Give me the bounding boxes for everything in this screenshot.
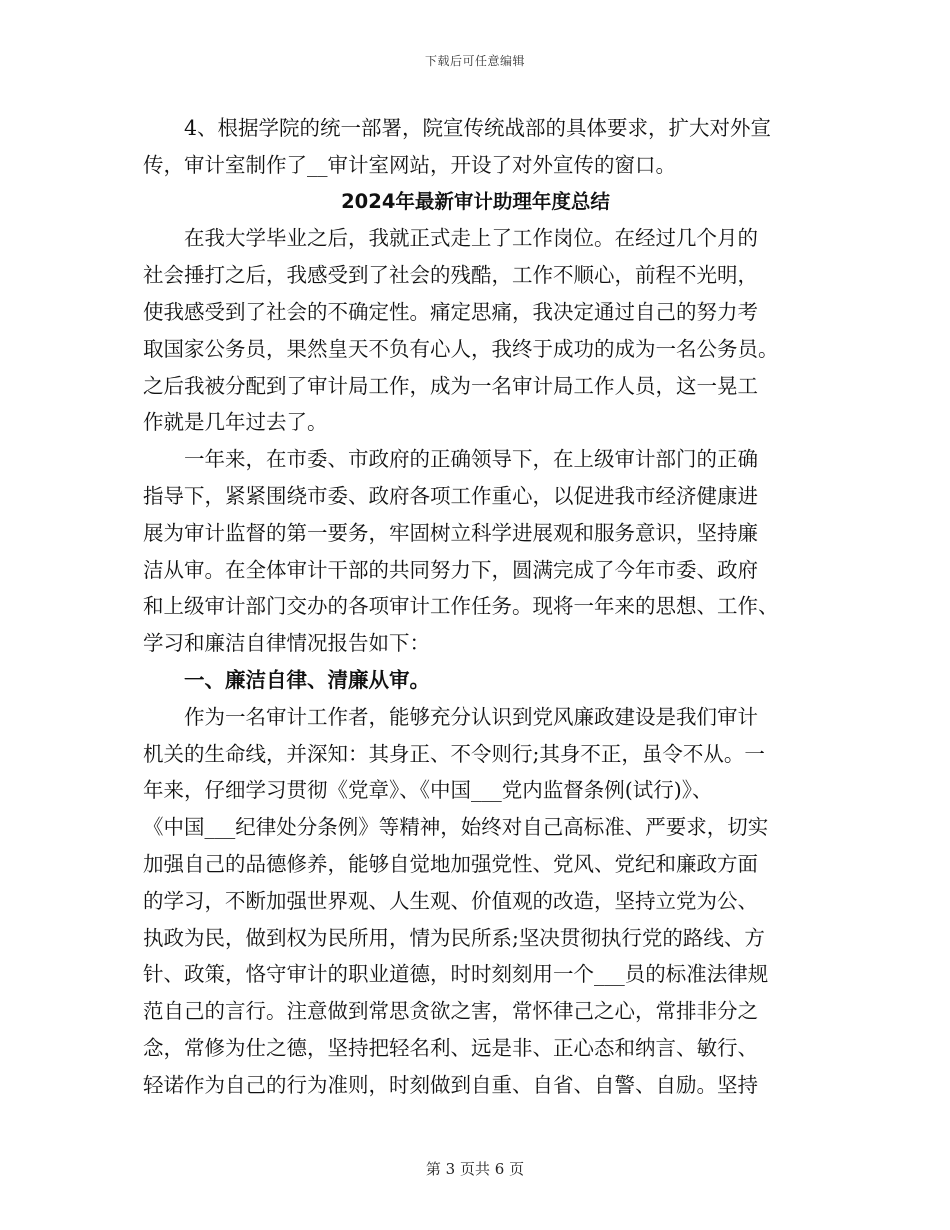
paragraph-line: 学习和廉洁自律情况报告如下： [143,631,430,656]
paragraph-line: 取国家公务员，果然皇天不负有心人，我终于成功的成为一名公务员。 [143,336,779,361]
paragraph-line: 作就是几年过去了。 [143,410,328,435]
paragraph-line: 之后我被分配到了审计局工作，成为一名审计局工作人员，这一晃工 [143,373,758,398]
page-header: 下载后可任意编辑 [424,54,525,68]
paragraph-line: 《中国___纪律处分条例》等精神，始终对自己高标准、严要求，切实 [143,815,769,840]
paragraph-line: 年来，仔细学习贯彻《党章》、《中国___党内监督条例(试行)》、 [143,778,713,803]
paragraph-line: 针、政策，恪守审计的职业道德，时时刻刻用一个___员的标准法律规 [143,962,769,987]
paragraph-line: 的学习，不断加强世界观、人生观、价值观的改造，坚持立党为公、 [143,888,758,913]
page-number: 第 3 页共 6 页 [425,1160,525,1178]
section-heading: 一、廉洁自律、清廉从审。 [184,667,430,692]
paragraph-line: 传，审计室制作了__审计室网站，开设了对外宣传的窗口。 [143,152,676,177]
document-title: 2024年最新审计助理年度总结 [341,189,610,213]
document-body [143,110,808,1104]
paragraph-line: 指导下，紧紧围绕市委、政府各项工作重心，以促进我市经济健康进 [143,483,758,508]
paragraph-line: 一年来，在市委、市政府的正确领导下，在上级审计部门的正确 [184,447,758,472]
paragraph-line: 在我大学毕业之后，我就正式走上了工作岗位。在经过几个月的 [184,226,758,251]
paragraph-line: 轻诺作为自己的行为准则，时刻做到自重、自省、自警、自励。坚持 [143,1072,758,1097]
paragraph-line: 社会捶打之后，我感受到了社会的残酷，工作不顺心，前程不光明， [143,263,758,288]
paragraph-line: 范自己的言行。注意做到常思贪欲之害，常怀律己之心，常排非分之 [143,999,758,1024]
paragraph-line: 念，常修为仕之德，坚持把轻名利、远是非、正心态和纳言、敏行、 [143,1035,758,1060]
paragraph-line: 作为一名审计工作者，能够充分认识到党风廉政建设是我们审计 [184,704,758,729]
paragraph-line: 洁从审。在全体审计干部的共同努力下，圆满完成了今年市委、政府 [143,557,758,582]
paragraph-line: 4、根据学院的统一部署，院宣传统战部的具体要求，扩大对外宣 [184,116,772,140]
paragraph-line: 执政为民，做到权为民所用，情为民所系;坚决贯彻执行党的路线、方 [143,925,765,950]
paragraph-line: 和上级审计部门交办的各项审计工作任务。现将一年来的思想、工作、 [143,594,779,619]
paragraph-line: 机关的生命线，并深知：其身正、不令则行;其身不正，虽令不从。一 [143,741,765,766]
paragraph-line: 展为审计监督的第一要务，牢固树立科学进展观和服务意识，坚持廉 [143,520,758,545]
paragraph-line: 加强自己的品德修养，能够自觉地加强党性、党风、党纪和廉政方面 [143,851,758,876]
paragraph-line: 使我感受到了社会的不确定性。痛定思痛，我决定通过自己的努力考 [143,299,758,324]
